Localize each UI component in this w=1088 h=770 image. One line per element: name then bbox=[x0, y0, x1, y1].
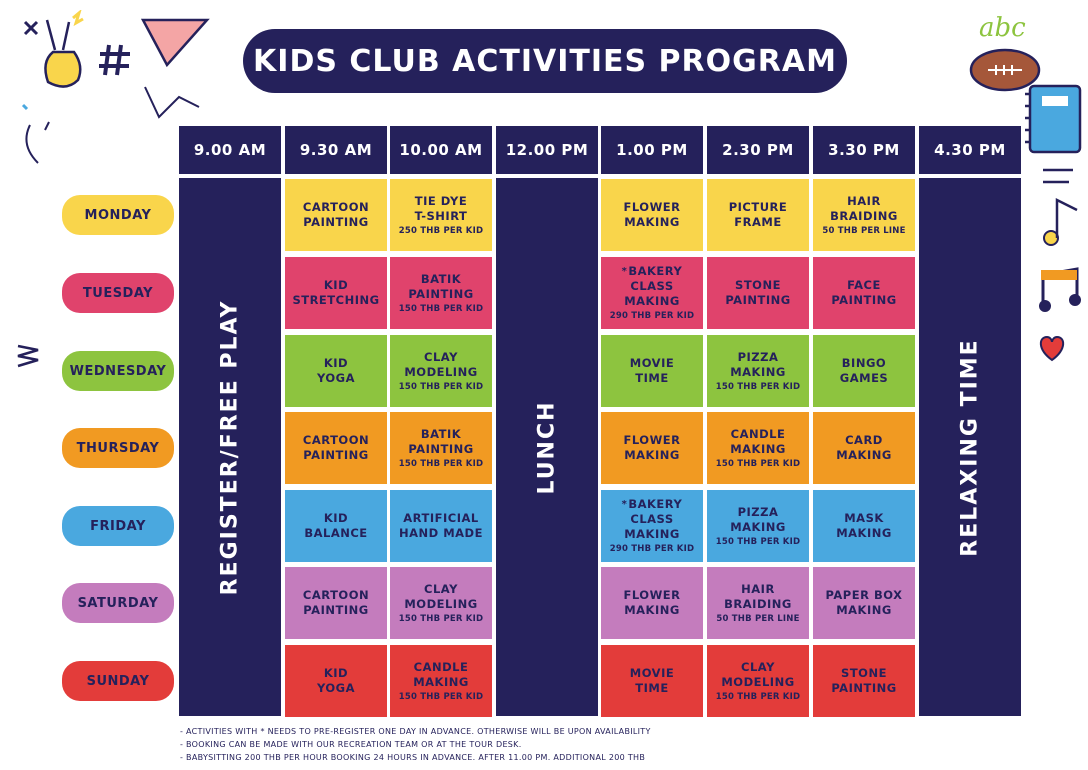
pre-register-star: * bbox=[621, 266, 628, 277]
activity-name-text: PICTURE FRAME bbox=[728, 200, 788, 229]
time-header: 3.30 PM bbox=[813, 126, 915, 174]
activity-price: 150 THB PER KID bbox=[398, 691, 484, 702]
day-label-friday: FRIDAY bbox=[62, 506, 174, 546]
activity-name bbox=[303, 200, 369, 230]
activity-name bbox=[317, 666, 355, 696]
activity-price: 150 THB PER KID bbox=[715, 381, 801, 392]
activity-cell bbox=[390, 412, 492, 484]
svg-text:abc: abc bbox=[979, 13, 1026, 43]
day-label-tuesday: TUESDAY bbox=[62, 273, 174, 313]
activity-name-text: KID YOGA bbox=[316, 356, 356, 385]
activity-name bbox=[624, 588, 681, 618]
activity-price: 150 THB PER KID bbox=[715, 691, 801, 702]
activity-name bbox=[404, 582, 477, 612]
activity-name-text: PAPER BOX MAKING bbox=[825, 588, 903, 617]
activity-name bbox=[840, 356, 888, 386]
activity-name-text: MASK MAKING bbox=[836, 511, 892, 540]
activity-cell bbox=[285, 412, 387, 484]
title-banner bbox=[243, 29, 847, 93]
activity-name-text: CARTOON PAINTING bbox=[302, 433, 370, 462]
squiggle-icon bbox=[14, 340, 44, 370]
activity-name-text: KID YOGA bbox=[316, 666, 356, 695]
activity-cell bbox=[813, 179, 915, 251]
activity-cell bbox=[813, 490, 915, 562]
triangle-flag-icon bbox=[135, 12, 215, 122]
activity-name bbox=[630, 356, 674, 386]
activity-name-text: BAKERY CLASS MAKING bbox=[624, 264, 683, 308]
activity-price: 290 THB PER KID bbox=[609, 311, 695, 321]
activity-name bbox=[413, 660, 469, 690]
activity-cell bbox=[601, 645, 703, 717]
activity-name-text: CARTOON PAINTING bbox=[302, 200, 370, 229]
time-header: 9.00 AM bbox=[179, 126, 281, 174]
activity-name-text: PIZZA MAKING bbox=[730, 349, 786, 379]
activity-cell bbox=[601, 335, 703, 407]
activity-name-text: FLOWER MAKING bbox=[623, 588, 681, 617]
activity-name-text: FACE PAINTING bbox=[831, 278, 897, 307]
activity-cell bbox=[707, 412, 809, 484]
activity-name-text: TIE DYE T-SHIRT bbox=[414, 193, 468, 223]
activity-cell bbox=[390, 645, 492, 717]
activity-name bbox=[601, 264, 703, 309]
music-note-icon bbox=[1035, 160, 1088, 330]
activity-cell bbox=[285, 257, 387, 329]
time-header: 9.30 AM bbox=[285, 126, 387, 174]
activity-cell bbox=[813, 567, 915, 639]
activity-cell bbox=[285, 567, 387, 639]
activity-name bbox=[303, 588, 369, 618]
activity-price: 150 THB PER KID bbox=[398, 458, 484, 469]
activity-name bbox=[830, 194, 898, 224]
activity-name-text: CARTOON PAINTING bbox=[302, 588, 370, 617]
activity-price: 290 THB PER KID bbox=[609, 544, 695, 554]
activity-price: 150 THB PER KID bbox=[398, 613, 484, 624]
activity-name bbox=[730, 350, 786, 380]
activity-name bbox=[404, 350, 477, 380]
activity-name bbox=[624, 200, 681, 230]
page-title: KIDS CLUB ACTIVITIES PROGRAM bbox=[253, 43, 837, 79]
activity-name-text: BATIK PAINTING bbox=[408, 426, 474, 456]
register-bar bbox=[179, 178, 281, 716]
activity-cell bbox=[390, 179, 492, 251]
activity-cell bbox=[707, 257, 809, 329]
activity-name bbox=[408, 427, 473, 457]
activity-price: 150 THB PER KID bbox=[715, 458, 801, 469]
activity-price: 150 THB PER KID bbox=[398, 381, 484, 392]
activity-cell bbox=[813, 412, 915, 484]
activity-cell bbox=[285, 335, 387, 407]
notes bbox=[180, 725, 651, 764]
activity-cell bbox=[601, 490, 703, 562]
activity-name bbox=[415, 194, 468, 224]
activity-name bbox=[303, 433, 369, 463]
activity-name-text: BAKERY CLASS MAKING bbox=[624, 497, 683, 541]
day-label-monday: MONDAY bbox=[62, 195, 174, 235]
activity-cell bbox=[707, 567, 809, 639]
activity-cell bbox=[390, 567, 492, 639]
relaxing-bar bbox=[919, 178, 1021, 716]
lunch-label: LUNCH bbox=[534, 399, 560, 495]
activity-cell bbox=[601, 567, 703, 639]
activity-cell bbox=[707, 335, 809, 407]
activity-name bbox=[408, 272, 473, 302]
activity-name bbox=[730, 427, 786, 457]
activity-cell bbox=[707, 179, 809, 251]
activity-price: 150 THB PER KID bbox=[715, 536, 801, 547]
time-header: 12.00 PM bbox=[496, 126, 598, 174]
note-3: - BABYSITTING 200 THB PER HOUR BOOKING 24 HOURS IN ADVANCE. AFTER 11.00 PM. ADDITIONAL 200 THB bbox=[180, 753, 646, 762]
day-label-wednesday: WEDNESDAY bbox=[62, 351, 174, 391]
activity-name bbox=[292, 278, 379, 308]
activity-name bbox=[317, 356, 355, 386]
activity-cell bbox=[390, 335, 492, 407]
time-header: 1.00 PM bbox=[601, 126, 703, 174]
activity-price: 50 THB PER LINE bbox=[716, 613, 800, 624]
activity-name bbox=[729, 200, 788, 230]
activity-cell bbox=[601, 412, 703, 484]
activity-name-text: CANDLE MAKING bbox=[413, 659, 469, 689]
hashtag-icon bbox=[95, 40, 135, 80]
activity-name-text: CLAY MODELING bbox=[721, 659, 795, 689]
activity-name-text: BATIK PAINTING bbox=[408, 271, 474, 301]
activity-cell bbox=[285, 490, 387, 562]
activity-name-text: CARD MAKING bbox=[836, 433, 892, 462]
activity-name bbox=[399, 511, 483, 541]
activity-cell bbox=[601, 257, 703, 329]
time-header: 10.00 AM bbox=[390, 126, 492, 174]
heart-icon bbox=[1037, 333, 1067, 363]
activity-name bbox=[725, 278, 790, 308]
activity-name-text: CANDLE MAKING bbox=[730, 426, 786, 456]
activity-name bbox=[304, 511, 367, 541]
activity-name-text: MOVIE TIME bbox=[629, 666, 675, 695]
activity-name bbox=[826, 588, 903, 618]
day-label-saturday: SATURDAY bbox=[62, 583, 174, 623]
activity-name bbox=[836, 511, 892, 541]
activity-cell bbox=[285, 645, 387, 717]
activity-name-text: KID STRETCHING bbox=[292, 278, 380, 307]
activity-name bbox=[624, 433, 681, 463]
activity-name bbox=[831, 666, 896, 696]
note-1: - ACTIVITIES WITH * NEEDS TO PRE-REGISTER ONE DAY IN ADVANCE. OTHERWISE WILL BE UPON AVAILABILITY bbox=[180, 727, 651, 736]
activity-price: 50 THB PER LINE bbox=[822, 225, 906, 236]
time-header: 2.30 PM bbox=[707, 126, 809, 174]
activity-price: 150 THB PER KID bbox=[398, 303, 484, 314]
abc-letters-icon bbox=[975, 0, 1055, 45]
activity-name bbox=[724, 582, 792, 612]
activity-name-text: ARTIFICIAL HAND MADE bbox=[399, 511, 483, 540]
activity-cell bbox=[707, 490, 809, 562]
activity-name-text: BINGO GAMES bbox=[839, 356, 889, 385]
activity-cell bbox=[285, 179, 387, 251]
activity-name bbox=[836, 433, 892, 463]
day-label-thursday: THURSDAY bbox=[62, 428, 174, 468]
activity-price: 250 THB PER KID bbox=[398, 225, 484, 236]
activity-name-text: STONE PAINTING bbox=[725, 278, 791, 307]
activity-cell bbox=[813, 645, 915, 717]
activity-cell bbox=[707, 645, 809, 717]
activity-cell bbox=[813, 335, 915, 407]
activity-cell bbox=[813, 257, 915, 329]
activity-name-text: MOVIE TIME bbox=[629, 356, 675, 385]
activity-name bbox=[601, 497, 703, 542]
activity-cell bbox=[390, 257, 492, 329]
activity-name bbox=[730, 505, 786, 535]
activity-name-text: FLOWER MAKING bbox=[623, 200, 681, 229]
time-header: 4.30 PM bbox=[919, 126, 1021, 174]
day-label-sunday: SUNDAY bbox=[62, 661, 174, 701]
note-2: - BOOKING CAN BE MADE WITH OUR RECREATION TEAM OR AT THE TOUR DESK. bbox=[180, 740, 522, 749]
activity-cell bbox=[390, 490, 492, 562]
activity-name-text: FLOWER MAKING bbox=[623, 433, 681, 462]
activity-name-text: PIZZA MAKING bbox=[730, 504, 786, 534]
activity-name bbox=[630, 666, 674, 696]
register-label: REGISTER/FREE PLAY bbox=[217, 299, 243, 595]
notebook-icon bbox=[1022, 80, 1088, 160]
pre-register-star: * bbox=[621, 499, 628, 510]
activity-name-text: KID BALANCE bbox=[304, 511, 368, 540]
activity-name-text: HAIR BRAIDING bbox=[724, 581, 792, 611]
activity-cell bbox=[601, 179, 703, 251]
activity-name-text: CLAY MODELING bbox=[404, 349, 478, 379]
peace-hand-icon bbox=[15, 10, 125, 170]
activity-name-text: STONE PAINTING bbox=[831, 666, 897, 695]
activity-name bbox=[831, 278, 896, 308]
activity-name bbox=[721, 660, 794, 690]
relaxing-label: RELAXING TIME bbox=[957, 337, 983, 557]
activity-name-text: HAIR BRAIDING bbox=[830, 193, 898, 223]
activity-name-text: CLAY MODELING bbox=[404, 581, 478, 611]
lunch-bar bbox=[496, 178, 598, 716]
